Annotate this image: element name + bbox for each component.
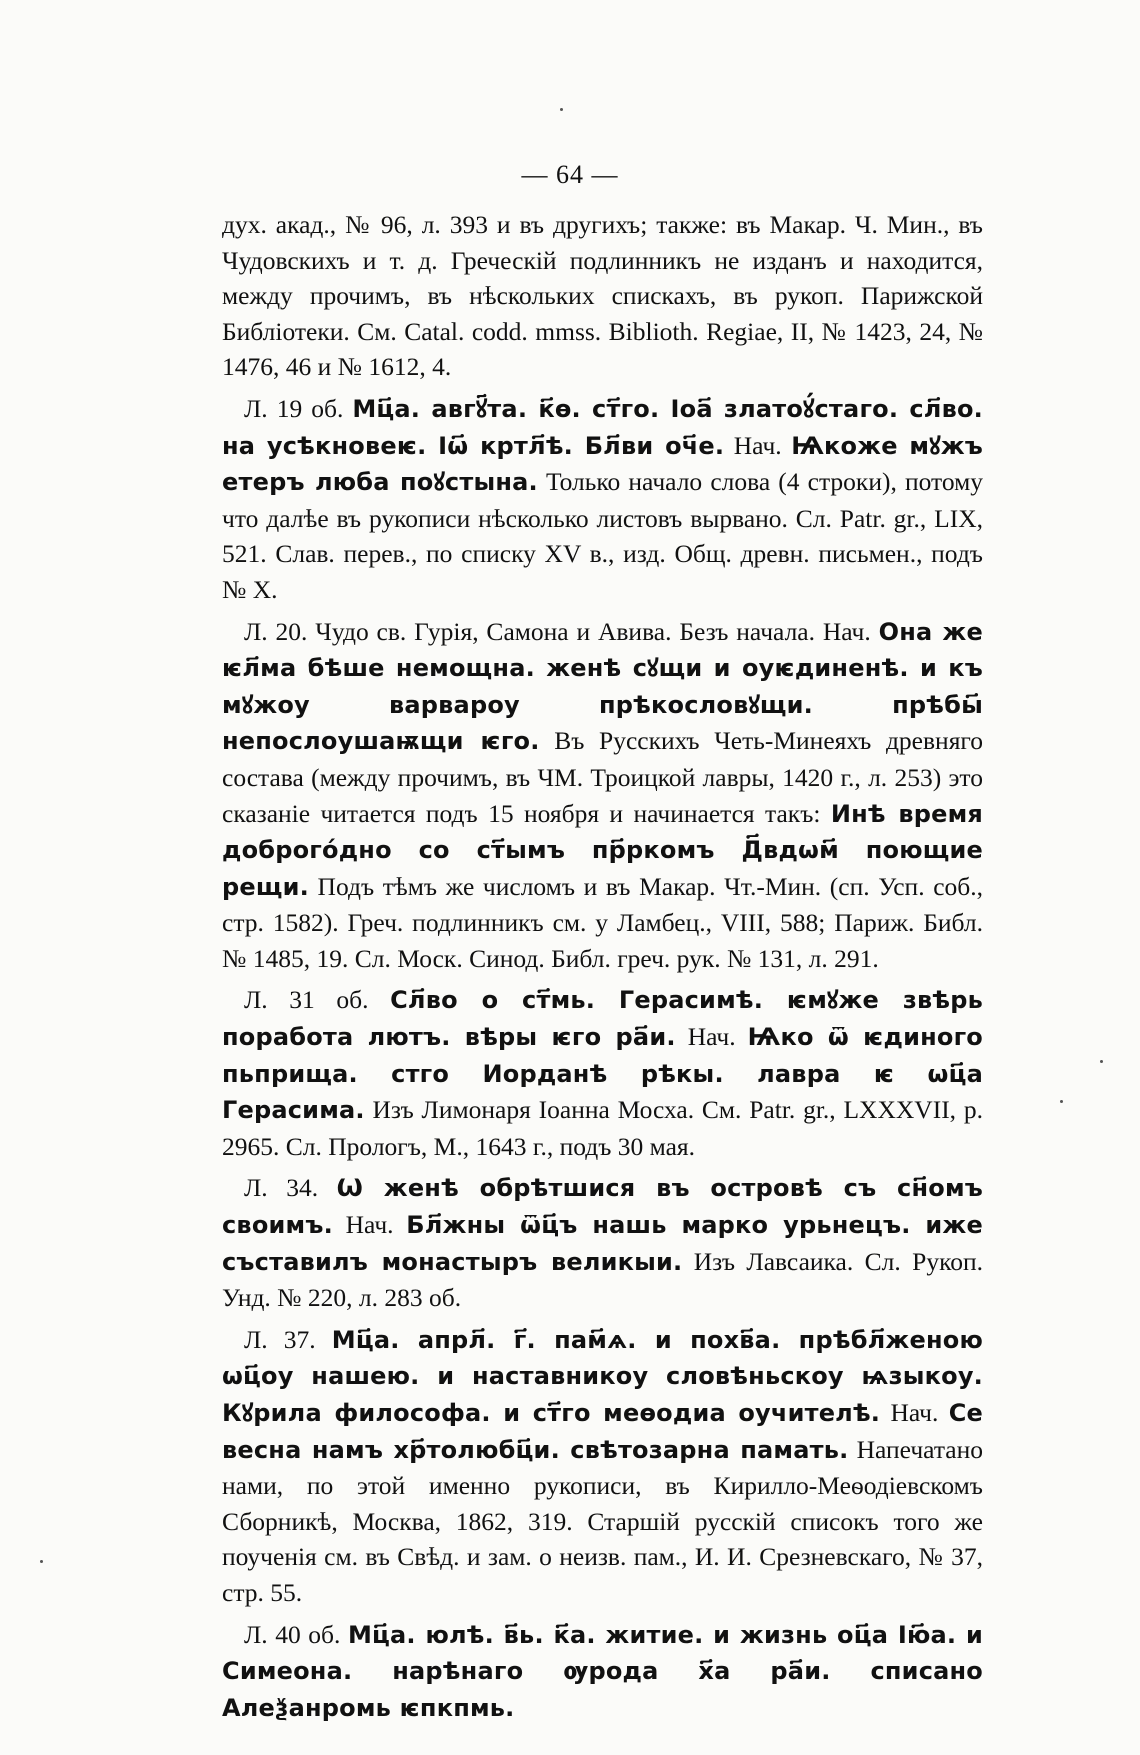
scan-speck [1060, 1100, 1063, 1103]
church-slavonic-quote: Ѩко ѿ ѥдиного пьприща. стго Иорданѣ рѣкы. лавра ѥ ѡц҃а Герасима. [222, 1023, 983, 1125]
text-run: Л. 40 об. [244, 1619, 348, 1649]
text-run: Л. 19 об. [244, 393, 353, 423]
church-slavonic-quote: Ѡ женѣ обрѣтшися въ островѣ съ сн҃омъ своимъ. [222, 1174, 983, 1240]
text-run: Только начало слова (4 строки), потому что далѣе въ рукописи нѣсколько листовъ вырвано. Сл. Patr. gr., LIX, 521. Слав. перев., по списку XV в., изд. Общ. древн. письмен., подъ № X. [222, 467, 983, 604]
text-run: Изъ Лавсаика. Сл. Рукоп. Унд. № 220, л. 283 об. [222, 1246, 983, 1313]
paragraph [222, 207, 983, 385]
text-run: Л. 34. [244, 1173, 337, 1203]
text-run: дух. акад., № 96, л. 393 и въ другихъ; также: въ Макар. Ч. Мин., въ Чудовскихъ и т. д. Греческій подлинникъ не изданъ и находится, между прочимъ, въ нѣскольких спискахъ, въ рукоп. Парижской Библіотеки. См. Catal. codd. mmss. Biblioth. Regiae, II, № 1423, 24, № 1476, 46 и № 1612, 4. [222, 210, 983, 382]
church-slavonic-quote: Сл҃во о ст҃мь. Герасимѣ. ѥмꙋже звѣрь поработа лютъ. вѣры ѥго ра҃и. [222, 986, 983, 1052]
church-slavonic-quote: Мц҃а. апрл҃. г҃. пам҃ѧ. и похв҃а. прѣбл҃женою ѡц҃оу нашею. и наставникоу словѣньскоу ѩзыкоу. Кꙋрила философа. и ст҃го меѳодиа оучителѣ. [222, 1325, 983, 1427]
text-run: Л. 31 об. [244, 985, 391, 1015]
body-text [222, 207, 983, 1732]
scan-speck [40, 1560, 43, 1563]
paragraph [222, 1170, 983, 1315]
church-slavonic-quote: Мц҃а. авгꙋ҃та. к҃ѳ. ст҃го. Іоа҃ златоꙋ́стаго. сл҃во. на усѣкновеѥ. Іѡ҃ кртл҃ѣ. Бл҃ви оч҃е. [222, 394, 983, 460]
text-run: Нач. [332, 1210, 407, 1240]
church-slavonic-quote: Она же ѥл҃ма бѣше немощна. женѣ сꙋщи и оуѥдиненѣ. и къ мꙋжоу варвароу прѣкословꙋщи. прѣбы҃ непослоушаѭщи ѥго. [222, 617, 983, 756]
text-run: Нач. [675, 1022, 748, 1052]
paragraph [222, 1617, 983, 1727]
scan-speck [1100, 1060, 1103, 1063]
text-run: Изъ Лимонаря Іоанна Мосха. См. Patr. gr., LXXXVII, p. 2965. Сл. Прологъ, М., 1643 г., подъ 30 мая. [222, 1095, 983, 1161]
church-slavonic-quote: Ѩкоже мꙋжъ етеръ люба поꙋстына. [222, 431, 984, 497]
paragraph [222, 982, 983, 1164]
text-run: Напечатано нами, по этой именно рукописи, въ Кирилло-Меѳодіевскомъ Сборникѣ, Москва, 1862, 319. Старшій русскій списокъ того же поученія см. въ Свѣд. и зам. о неизв. пам., И. И. Срезневскаго, № 37, стр. 55. [222, 1434, 983, 1607]
church-slavonic-quote: Бл҃жны ѿц҃ъ нашь марко урьнецъ. иже съставилъ монастыръ великыи. [222, 1211, 983, 1276]
church-slavonic-quote: Мц҃а. юлѣ. в҃ь. к҃а. житие. и жизнь оц҃а Ію҃а. и Симеона. нарѣнаго ѹрода х҃а ра҃и. списано Алеѯанромь ѥпкпмь. [222, 1620, 983, 1722]
text-run: Нач. [724, 430, 792, 460]
text-run: Нач. [880, 1398, 949, 1427]
paragraph [222, 391, 983, 608]
scan-speck [560, 108, 563, 111]
text-run: Въ Русскихъ Четь-Минеяхъ древняго состава (между прочимъ, въ ЧМ. Троицкой лавры, 1420 г., л. 253) это сказаніе читается подъ 15 ноября и начинается такъ: [222, 726, 983, 828]
paragraph [222, 1322, 983, 1611]
page-number: — 64 — [521, 160, 619, 189]
church-slavonic-quote: Инѣ время доброго́дно со ст҃ымъ пр҃ркомъ Д҃вдѡм҃ поющие рещи. [222, 799, 983, 901]
text-run: Л. 20. Чудо св. Гурія, Самона и Авива. Безъ начала. Нач. [244, 616, 879, 646]
church-slavonic-quote: Се весна намъ хр҃толюбц҃и. свѣтозарна памать. [222, 1399, 983, 1464]
paragraph [222, 614, 983, 977]
text-run: Л. 37. [244, 1324, 332, 1354]
text-run: Подъ тѣмъ же числомъ и въ Макар. Чт.-Мин. (сп. Усп. соб., стр. 1582). Греч. подлинникъ см. у Ламбец., VIII, 588; Париж. Библ. № 1485, 19. Сл. Моск. Синод. Библ. греч. рук. № 131, л. 291. [222, 871, 983, 973]
